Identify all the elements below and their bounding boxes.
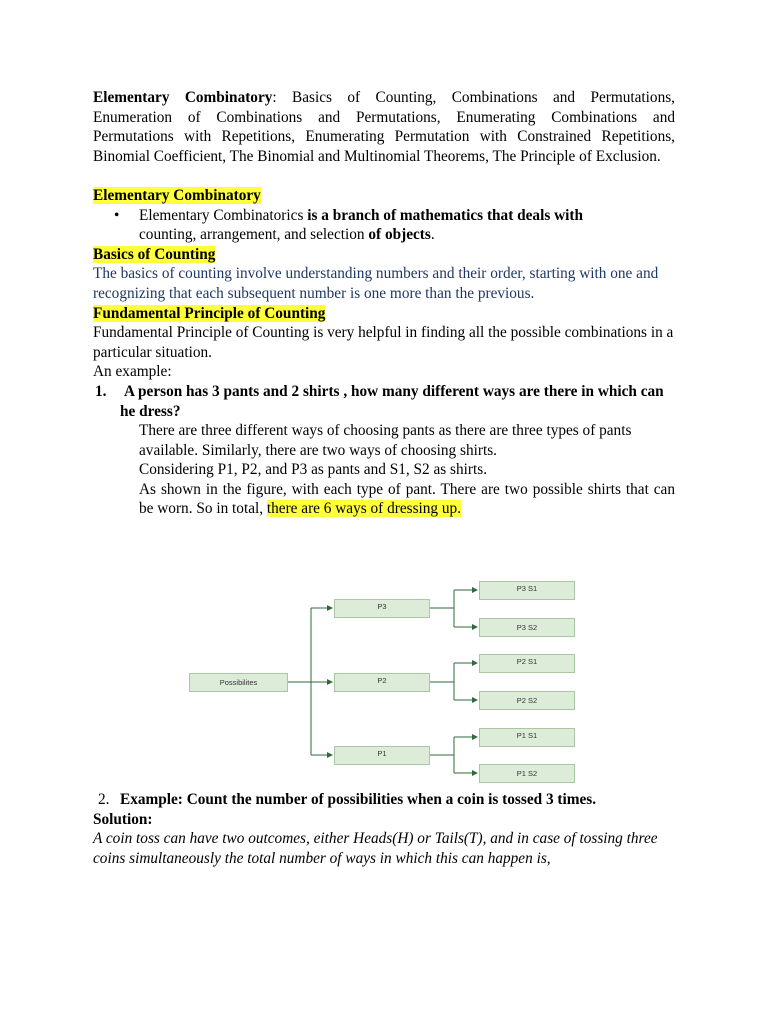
section3-heading [93,304,675,324]
intro-paragraph [93,88,675,166]
example2-question [93,790,675,810]
intro-rest: : Basics of Counting, Combinations and Permutations, Enumeration of Combinations and Permutations, Enumerating Combinations and Permutations with Repetitions, Enumerating Permutation with Constrained Repetitions, Binomial Coefficient, The Binomial and Multinomial Theorems, The Principle of Exclusion. [93,89,675,165]
bullet-part-b: is a branch of mathematics that deals with [307,206,583,224]
example-label: An example: [93,363,172,381]
section3-heading-text: Fundamental Principle of Counting [93,304,326,322]
root-node: Possibilites [189,673,288,692]
section2-heading [93,245,675,265]
section1-heading-text: Elementary Combinatory [93,186,261,204]
possibilities-tree-diagram [184,573,594,785]
outcome-node-p3-s1: P3 S1 [479,581,575,600]
example2-number: 2. [98,791,110,808]
solution-label [93,810,675,830]
pant-node-p2: P2 [334,673,430,692]
intro-bold: Elementary Combinatory [93,89,273,106]
pant-node-p1: P1 [334,746,430,765]
solution-label-text: Solution: [93,810,153,828]
bullet-part-d: of objects [368,226,431,244]
example1-p3-text: As shown in the figure, with each type of pant. There are two possible shirts that can be worn. So in total, [139,480,675,518]
bullet-icon: • [114,206,120,224]
bullet-part-a: Elementary Combinatorics [139,206,308,224]
example1-p3-highlight: there are 6 ways of dressing up. [266,500,462,518]
outcome-node-p2-s2: P2 S2 [479,691,575,710]
outcome-node-p2-s1: P2 S1 [479,654,575,673]
document-body [93,88,675,519]
section3-text: Fundamental Principle of Counting is very helpful in finding all the possible combinations in a particular situation. [93,324,674,361]
example1-question-text: A person has 3 pants and 2 shirts , how many different ways are there in which can he dress? [120,382,664,420]
outcome-node-p1-s2: P1 S2 [479,764,575,783]
pant-node-p3: P3 [334,599,430,618]
section1-list [93,206,675,245]
example2-question-text: Example: Count the number of possibilities when a coin is tossed 3 times. [120,791,597,808]
example1-question [93,382,675,421]
bullet-part-c: counting, arrangement, and selection [139,226,369,244]
section2-heading-text: Basics of Counting [93,245,216,263]
example1-p2: Considering P1, P2, and P3 as pants and S1, S2 as shirts. [139,461,488,479]
solution-text-italic: A coin toss can have two outcomes, either Heads(H) or Tails(T), and in case of tossing three coins simultaneously the total number of ways in which this can happen is, [93,830,658,867]
section2-text: The basics of counting involve understanding numbers and their order, starting with one and recognizing that each subsequent number is one more than the previous. [93,265,659,302]
bullet-part-e: . [430,226,435,244]
outcome-node-p3-s2: P3 S2 [479,618,575,637]
example1-p1: There are three different ways of choosing pants as there are three types of pants available. Similarly, there are two ways of choosing shirts. [139,422,632,459]
example2-section [93,790,675,868]
example1-p3 [93,480,675,519]
section1-heading [93,186,675,206]
list-item [93,206,675,245]
outcome-node-p1-s1: P1 S1 [479,728,575,747]
solution-text [93,829,675,868]
example1-number: 1. [95,382,107,400]
